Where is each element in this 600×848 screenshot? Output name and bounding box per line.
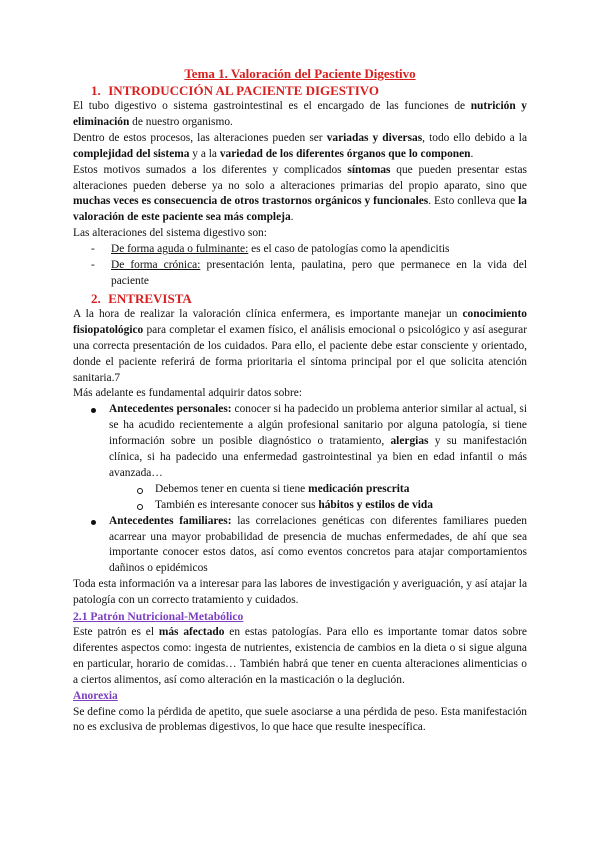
text: para completar el examen físico, el análisis emocional o psicológico y así asegurar una correcta presentación de los cuidados. Para ello, el paciente debe estar consciente y orientado, donde el paciente referirá de forma prioritaria el síntoma principal por el que solicita atención sanitaria.7 — [73, 323, 527, 384]
section-title: INTRODUCCIÓN AL PACIENTE DIGESTIVO — [108, 83, 379, 98]
bold-text: muchas veces es consecuencia de otros trastornos orgánicos y funcionales — [73, 195, 429, 208]
list-item — [91, 242, 527, 258]
paragraph: Más adelante es fundamental adquirir datos sobre: — [73, 387, 303, 400]
list-item — [91, 258, 527, 290]
dash-list — [73, 242, 527, 290]
paragraph: Toda esta información va a interesar para las labores de investigación y averiguación, y así atajar la patología con un correcto tratamiento y cuidados. — [73, 578, 527, 607]
bold-text: conocimiento fisiopatológico — [73, 307, 527, 336]
sub-list-item — [135, 482, 527, 498]
bold-text: medicación prescrita — [308, 482, 410, 495]
circle-bullet-icon — [137, 488, 143, 494]
sub-list-item — [135, 498, 527, 514]
bold-text: hábitos y estilos de vida — [318, 498, 433, 511]
text: , todo ello debido a la — [422, 131, 527, 144]
document-title: Tema 1. Valoración del Paciente Digestivo — [184, 66, 416, 81]
text: A la hora de realizar la valoración clínica enfermera, es importante manejar un — [73, 307, 463, 320]
text: y a la — [189, 147, 220, 160]
text: las correlaciones genéticas con diferentes familiares pueden acarrear una mayor probabilidad de presencia de muchas enfermedades, de ahí que sea importante conocer estos datos, así como eventos concretos para atajar comportamientos dañinos o epidémicos — [109, 514, 527, 575]
bold-text: Antecedentes personales: — [109, 403, 232, 416]
text: . — [470, 147, 474, 160]
bold-text: Antecedentes familiares: — [109, 514, 232, 527]
text: Este patrón es el — [73, 626, 159, 638]
text: es el caso de patologías como la apendicitis — [248, 243, 450, 256]
list-item — [89, 402, 527, 513]
text: presentación lenta, paulatina, pero que permanece en la vida del paciente — [111, 259, 527, 287]
bold-text: variadas y diversas — [326, 131, 423, 144]
text: . Esto conlleva que — [428, 195, 519, 208]
bullet-icon — [91, 520, 96, 525]
underlined-text: De forma aguda o fulminante: — [111, 243, 249, 256]
bold-text: variedad de los diferentes órganos que lo componen — [219, 147, 471, 160]
text: conocer si ha padecido un problema anterior similar al actual, si se ha acudido recientemente a algún profesional sanitario por alguna patología, si tiene información sobre un posible diagnóstico o tratamiento, — [109, 403, 527, 448]
text: y su manifestación clínica, si ha padecido una enfermedad gastrointestinal ya bien en edad infantil o más avanzada… — [109, 435, 527, 479]
subsection-heading: 2.1 Patrón Nutricional-Metabólico — [73, 610, 244, 624]
text: Dentro de estos procesos, las alteraciones pueden ser — [73, 131, 327, 144]
sub-list — [109, 482, 527, 514]
bullet-icon — [91, 408, 96, 413]
paragraph — [73, 307, 527, 387]
paragraph — [73, 163, 527, 227]
circle-bullet-icon — [137, 504, 143, 510]
section-heading-introduccion — [73, 82, 527, 99]
bold-text: complejidad del sistema — [73, 147, 190, 160]
text: en estas patologías. Para ello es importante tomar datos sobre diferentes aspectos como: ingesta de nutrientes, existencia de cambios en la dieta o si sigue alguna en particular, horario de comidas… También habrá que tener en cuenta alteraciones alimenticias o a ciertos alimentos, así como alteración en la masticación o la deglución. — [73, 626, 527, 686]
paragraph — [73, 99, 527, 131]
bold-text: síntomas — [347, 163, 391, 176]
text: El tubo digestivo o sistema gastrointestinal es el encargado de las funciones de — [73, 100, 471, 112]
bold-text: la valoración de este paciente sea más compleja — [73, 195, 527, 224]
section-number: 1. — [91, 83, 101, 98]
bold-text: más afectado — [158, 626, 225, 638]
subsubsection-heading: Anorexia — [73, 689, 118, 702]
paragraph: Se define como la pérdida de apetito, que suele asociarse a una pérdida de peso. Esta manifestación no es exclusiva de problemas digestivos, lo que hace que resulte inespecífica. — [73, 705, 527, 734]
paragraph — [73, 131, 527, 163]
text: . — [290, 211, 294, 224]
section-heading-entrevista — [73, 290, 527, 307]
section-number: 2. — [91, 290, 101, 306]
text: También es interesante conocer sus — [155, 498, 319, 511]
text: que pueden presentar estas alteraciones pueden deberse ya no solo a alteraciones primarias del propio aparato, sino que — [73, 163, 527, 192]
text: Estos motivos sumados a los diferentes y complicados — [73, 163, 348, 176]
paragraph — [73, 625, 527, 689]
text: de nuestro organismo. — [129, 115, 233, 128]
paragraph: Las alteraciones del sistema digestivo son: — [73, 227, 267, 240]
section-title: ENTREVISTA — [108, 290, 192, 306]
list-item — [89, 514, 527, 578]
bold-text: alergias — [390, 435, 429, 448]
bold-text: nutrición y eliminación — [73, 100, 527, 128]
underlined-text: De forma crónica: — [111, 259, 201, 272]
bullet-list — [73, 402, 527, 577]
text: Debemos tener en cuenta si tiene — [155, 482, 309, 495]
